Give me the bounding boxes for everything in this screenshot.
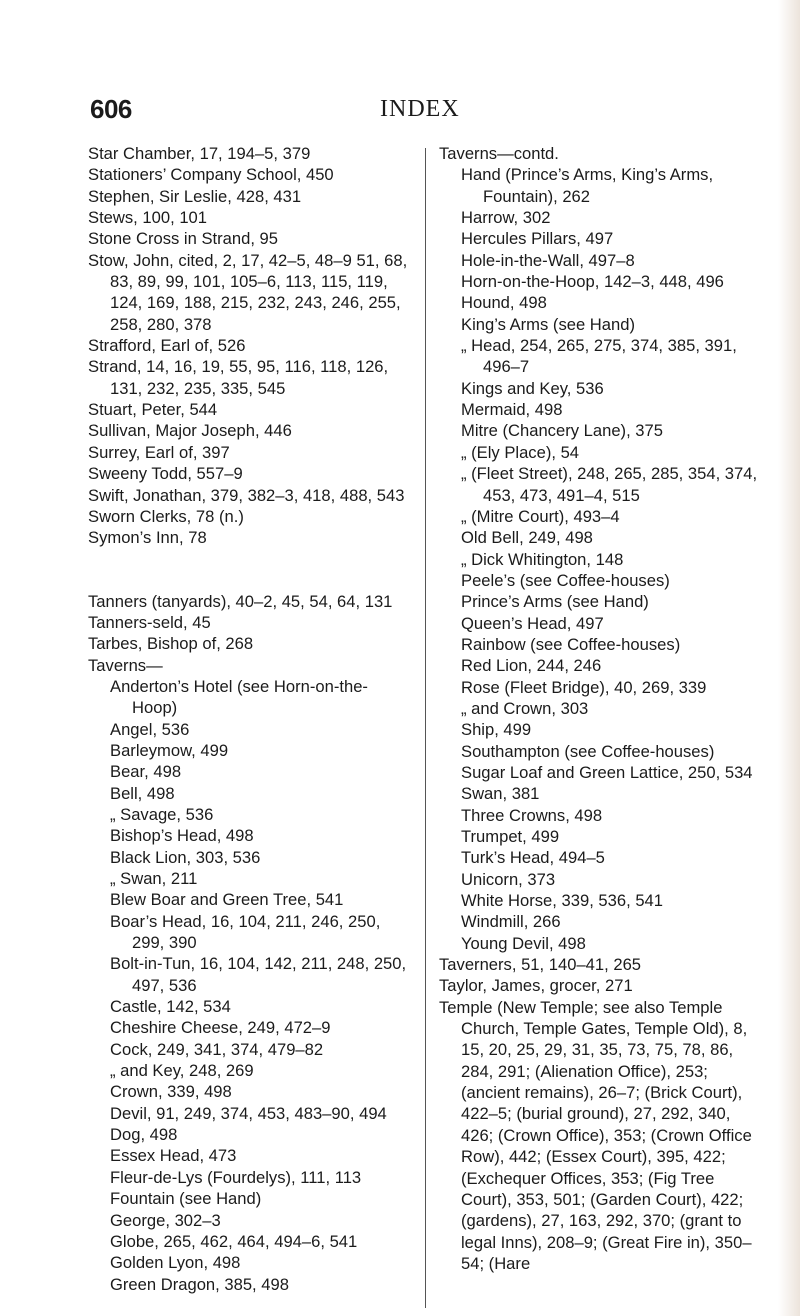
index-subentry: Bear, 498 (110, 762, 182, 782)
index-subentry: „ and Key, 248, 269 (110, 1061, 254, 1081)
index-subentry: Boar’s Head, 16, 104, 211, 246, 250, 299, 390 (110, 911, 381, 953)
index-entry: Symon’s Inn, 78 (88, 528, 207, 548)
index-subentry: Barleymow, 499 (110, 740, 229, 760)
index-subentry: Unicorn, 373 (461, 869, 556, 889)
index-subentry: Queen’s Head, 497 (461, 613, 604, 633)
index-entry: Taverns— (88, 655, 163, 675)
index-subentry: Angel, 536 (110, 719, 190, 739)
index-column-left (88, 143, 410, 1295)
index-entry: Tanners-seld, 45 (88, 612, 211, 632)
index-subentry: Golden Lyon, 498 (110, 1253, 241, 1273)
index-subentry: Crown, 339, 498 (110, 1082, 232, 1102)
index-subentry: George, 302–3 (110, 1210, 221, 1230)
index-subentry: Anderton’s Hotel (see Horn-on-the-Hoop) (110, 676, 368, 718)
index-subentry: Trumpet, 499 (461, 827, 560, 846)
index-entry: Stow, John, cited, 2, 17, 42–5, 48–9 51, 68, 83, 89, 99, 101, 105–6, 113, 115, 119, 124, 169, 188, 215, 232, 243, 246, 255, 258, 280, 378 (88, 250, 408, 334)
index-entry: Stuart, Peter, 544 (88, 400, 218, 420)
index-subentry: Southampton (see Coffee-houses) (461, 741, 715, 761)
index-subentry: Hole-in-the-Wall, 497–8 (461, 250, 635, 270)
index-subentry: Green Dragon, 385, 498 (110, 1274, 289, 1294)
page-edge-shading (778, 0, 800, 1316)
index-subentry: Mermaid, 498 (461, 400, 563, 420)
index-subentry: Hound, 498 (461, 293, 547, 313)
index-subentry: Globe, 265, 462, 464, 494–6, 541 (110, 1231, 358, 1251)
index-entry: Stews, 100, 101 (88, 208, 208, 228)
index-subentry: „ (Mitre Court), 493–4 (461, 506, 620, 526)
index-entry: Sullivan, Major Joseph, 446 (88, 421, 292, 441)
index-entry: Stephen, Sir Leslie, 428, 431 (88, 186, 302, 206)
index-subentry: „ and Crown, 303 (461, 698, 589, 718)
index-subentry: Old Bell, 249, 498 (461, 528, 593, 548)
index-subentry: Peele’s (see Coffee-houses) (461, 570, 670, 590)
column-divider (425, 148, 426, 1308)
index-subentry: „ (Ely Place), 54 (461, 442, 580, 462)
index-entry: Strand, 14, 16, 19, 55, 95, 116, 118, 126, 131, 232, 235, 335, 545 (88, 357, 389, 398)
index-subentry: White Horse, 339, 536, 541 (461, 891, 664, 911)
index-subentry: Bishop’s Head, 498 (110, 826, 254, 846)
index-subentry: Cheshire Cheese, 249, 472–9 (110, 1018, 331, 1038)
index-entry: Strafford, Earl of, 526 (88, 336, 246, 356)
index-subentry: Castle, 142, 534 (110, 997, 231, 1017)
index-subentry: Harrow, 302 (461, 208, 551, 228)
index-subentry: „ (Fleet Street), 248, 265, 285, 354, 374, 453, 473, 491–4, 515 (461, 464, 758, 505)
index-subentry: Mitre (Chancery Lane), 375 (461, 421, 663, 441)
index-entry: Swift, Jonathan, 379, 382–3, 418, 488, 543 (88, 485, 405, 505)
index-subentry: Kings and Key, 536 (461, 378, 604, 398)
index-entry: Star Chamber, 17, 194–5, 379 (88, 144, 311, 163)
index-subentry: Essex Head, 473 (110, 1146, 237, 1166)
index-subentry: Fountain (see Hand) (110, 1189, 262, 1209)
index-subentry: Sugar Loaf and Green Lattice, 250, 534 (461, 762, 753, 782)
index-subentry: „ Dick Whitington, 148 (461, 549, 624, 569)
index-subentry: Young Devil, 498 (461, 933, 586, 953)
index-subentry: „ Swan, 211 (110, 869, 198, 888)
index-entry: Stone Cross in Strand, 95 (88, 229, 279, 249)
index-entry: Surrey, Earl of, 397 (88, 442, 230, 462)
index-subentry: Cock, 249, 341, 374, 479–82 (110, 1039, 324, 1059)
index-subentry: Blew Boar and Green Tree, 541 (110, 890, 344, 910)
section-gap (88, 549, 410, 591)
index-entry: Temple (New Temple; see also Temple Church, Temple Gates, Temple Old), 8, 15, 20, 25, 29, 31, 35, 73, 75, 78, 86, 284, 291; (Alienation Office), 253; (ancient remains), 26–7; (Brick Court), 422–5; (burial ground), 27, 292, 340, 426; (Crown Office), 353; (Crown Office Row), 442; (Essex Court), 395, 422; (Exchequer Offices, 353; (Fig Tree Court), 353, 501; (Garden Court), 422; (gardens), 27, 163, 292, 370; (grant to legal Inns), 208–9; (Great Fire in), 350–54; (Hare (439, 997, 752, 1273)
index-entry: Taverners, 51, 140–41, 265 (439, 955, 642, 975)
index-entry: Stationers’ Company School, 450 (88, 165, 334, 185)
index-subentry: Horn-on-the-Hoop, 142–3, 448, 496 (461, 272, 724, 292)
index-subentry: King’s Arms (see Hand) (461, 314, 635, 334)
index-subentry: Hand (Prince’s Arms, King’s Arms, Fountain), 262 (461, 165, 714, 206)
index-subentry: Black Lion, 303, 536 (110, 847, 261, 867)
index-entry: Sweeny Todd, 557–9 (88, 464, 243, 484)
page-header (90, 94, 730, 126)
index-subentry: Rose (Fleet Bridge), 40, 269, 339 (461, 677, 707, 697)
index-subentry: Bell, 498 (110, 783, 175, 803)
index-subentry: Three Crowns, 498 (461, 805, 603, 825)
index-subentry: „ Savage, 536 (110, 804, 214, 824)
index-subentry: Rainbow (see Coffee-houses) (461, 634, 681, 654)
running-head: INDEX (380, 96, 460, 122)
index-subentry: Dog, 498 (110, 1125, 178, 1145)
index-subentry: Hercules Pillars, 497 (461, 229, 614, 249)
index-subentry: Fleur-de-Lys (Fourdelys), 111, 113 (110, 1167, 362, 1187)
page-number: 606 (90, 94, 132, 124)
index-subentry: Devil, 91, 249, 374, 453, 483–90, 494 (110, 1103, 387, 1123)
index-entry: Tanners (tanyards), 40–2, 45, 54, 64, 131 (88, 591, 393, 611)
index-column-right (439, 143, 761, 1274)
index-subentry: Windmill, 266 (461, 912, 561, 932)
index-subentry: „ Head, 254, 265, 275, 374, 385, 391, 496–7 (461, 336, 737, 377)
index-subentry: Bolt-in-Tun, 16, 104, 142, 211, 248, 250, 497, 536 (110, 954, 407, 995)
index-entry: Tarbes, Bishop of, 268 (88, 634, 254, 654)
index-subentry: Prince’s Arms (see Hand) (461, 592, 649, 612)
index-subentry: Turk’s Head, 494–5 (461, 848, 605, 868)
index-subentry: Red Lion, 244, 246 (461, 656, 602, 676)
index-subentry: Ship, 499 (461, 720, 532, 740)
index-entry: Taylor, James, grocer, 271 (439, 976, 633, 996)
index-subentry: Swan, 381 (461, 784, 540, 804)
index-entry: Taverns—contd. (439, 144, 559, 163)
index-entry: Sworn Clerks, 78 (n.) (88, 506, 244, 526)
